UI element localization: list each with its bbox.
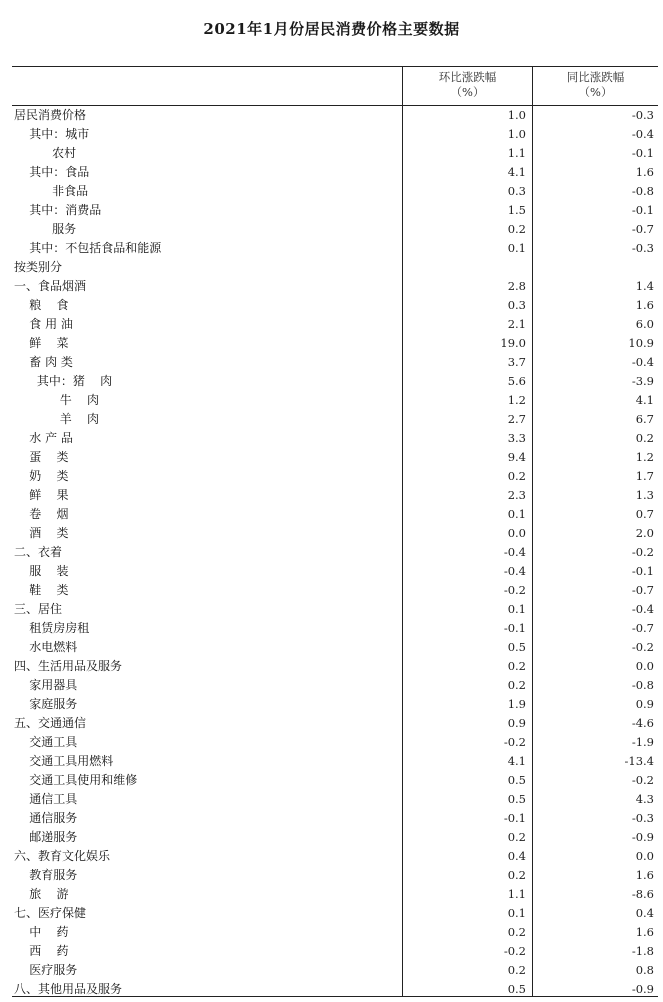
row-label: 食 用 油 xyxy=(14,317,73,331)
cpi-table xyxy=(12,66,658,997)
table-row xyxy=(12,163,658,182)
month-on-month-value: 1.0 xyxy=(507,127,526,141)
year-on-year-value: 0.9 xyxy=(635,697,654,711)
row-label: 八、其他用品及服务 xyxy=(14,982,123,996)
row-label: 中 药 xyxy=(14,925,69,939)
year-on-year-value: -0.7 xyxy=(631,583,654,597)
year-on-year-value: 0.2 xyxy=(635,431,654,445)
year-on-year-value: -0.1 xyxy=(631,203,654,217)
month-on-month-value: 0.2 xyxy=(507,659,526,673)
month-on-month-value: 0.3 xyxy=(507,184,526,198)
row-label: 卷 烟 xyxy=(14,507,69,521)
month-on-month-value: 2.7 xyxy=(507,412,526,426)
month-on-month-value: 9.4 xyxy=(507,450,526,464)
row-label: 鲜 果 xyxy=(14,488,69,502)
month-on-month-value: 0.5 xyxy=(507,792,526,806)
row-label: 鲜 菜 xyxy=(14,336,69,350)
year-on-year-value: 1.6 xyxy=(635,925,654,939)
header-unit: （%） xyxy=(450,85,485,99)
table-row xyxy=(12,562,658,581)
month-on-month-value: 1.9 xyxy=(507,697,526,711)
year-on-year-value: 10.9 xyxy=(628,336,654,350)
table-row xyxy=(12,296,658,315)
row-label: 三、居住 xyxy=(14,602,63,616)
month-on-month-value: 0.2 xyxy=(507,925,526,939)
year-on-year-value: 2.0 xyxy=(635,526,654,540)
row-label: 酒 类 xyxy=(14,526,69,540)
table-row xyxy=(12,923,658,942)
month-on-month-value: 0.2 xyxy=(507,868,526,882)
row-label: 蛋 类 xyxy=(14,450,69,464)
year-on-year-value: -0.8 xyxy=(631,678,654,692)
table-row xyxy=(12,543,658,562)
month-on-month-value: 0.0 xyxy=(507,526,526,540)
row-label: 租赁房房租 xyxy=(14,621,90,635)
year-on-year-value: 1.6 xyxy=(635,868,654,882)
table-row xyxy=(12,372,658,391)
month-on-month-value: 2.8 xyxy=(507,279,526,293)
year-on-year-value: -0.1 xyxy=(631,564,654,578)
row-label: 教育服务 xyxy=(14,868,78,882)
month-on-month-value: 19.0 xyxy=(500,336,526,350)
month-on-month-value: 0.1 xyxy=(507,241,526,255)
month-on-month-value: 0.2 xyxy=(507,469,526,483)
row-label: 通信工具 xyxy=(14,792,78,806)
month-on-month-value: 2.3 xyxy=(507,488,526,502)
year-on-year-value: 1.6 xyxy=(635,298,654,312)
row-label: 其中：消费品 xyxy=(14,203,102,217)
row-label: 通信服务 xyxy=(14,811,78,825)
year-on-year-value: -0.3 xyxy=(631,811,654,825)
row-label: 五、交通通信 xyxy=(14,716,87,730)
row-label: 其中：城市 xyxy=(14,127,90,141)
month-on-month-value: 0.2 xyxy=(507,222,526,236)
year-on-year-value: -0.8 xyxy=(631,184,654,198)
table-row xyxy=(12,125,658,144)
month-on-month-value: 0.2 xyxy=(507,963,526,977)
month-on-month-value: -0.2 xyxy=(503,944,526,958)
table-body xyxy=(12,106,658,997)
header-month-on-month xyxy=(403,70,532,100)
table-row xyxy=(12,828,658,847)
month-on-month-value: 0.1 xyxy=(507,906,526,920)
row-label: 四、生活用品及服务 xyxy=(14,659,123,673)
month-on-month-value: 0.1 xyxy=(507,507,526,521)
row-label: 牛 肉 xyxy=(14,393,100,407)
year-on-year-value: -0.2 xyxy=(631,640,654,654)
table-row xyxy=(12,144,658,163)
year-on-year-value: -0.4 xyxy=(631,355,654,369)
year-on-year-value: -0.9 xyxy=(631,982,654,996)
row-label: 交通工具用燃料 xyxy=(14,754,114,768)
table-row xyxy=(12,239,658,258)
month-on-month-value: 4.1 xyxy=(507,754,526,768)
month-on-month-value: -0.1 xyxy=(503,621,526,635)
row-label: 服 装 xyxy=(14,564,69,578)
header-year-on-year xyxy=(533,70,658,100)
table-row xyxy=(12,353,658,372)
month-on-month-value: 0.2 xyxy=(507,830,526,844)
table-row xyxy=(12,961,658,980)
year-on-year-value: 1.3 xyxy=(635,488,654,502)
year-on-year-value: -0.1 xyxy=(631,146,654,160)
year-on-year-value: 1.2 xyxy=(635,450,654,464)
month-on-month-value: 3.3 xyxy=(507,431,526,445)
month-on-month-value: 1.5 xyxy=(507,203,526,217)
table-row xyxy=(12,220,658,239)
month-on-month-value: 0.3 xyxy=(507,298,526,312)
row-label: 水 产 品 xyxy=(14,431,73,445)
row-label: 交通工具 xyxy=(14,735,78,749)
row-label: 二、衣着 xyxy=(14,545,63,559)
row-label: 西 药 xyxy=(14,944,69,958)
year-on-year-value: 0.0 xyxy=(635,849,654,863)
row-label: 奶 类 xyxy=(14,469,69,483)
table-row xyxy=(12,182,658,201)
month-on-month-value: 3.7 xyxy=(507,355,526,369)
table-row xyxy=(12,714,658,733)
year-on-year-value: -1.8 xyxy=(631,944,654,958)
month-on-month-value: -0.2 xyxy=(503,735,526,749)
table-row xyxy=(12,277,658,296)
year-on-year-value: 0.0 xyxy=(635,659,654,673)
month-on-month-value: 0.9 xyxy=(507,716,526,730)
row-label: 农村 xyxy=(14,146,77,160)
month-on-month-value: -0.1 xyxy=(503,811,526,825)
table-row xyxy=(12,334,658,353)
table-row xyxy=(12,106,658,125)
table-row xyxy=(12,752,658,771)
year-on-year-value: -1.9 xyxy=(631,735,654,749)
row-label: 旅 游 xyxy=(14,887,69,901)
page-title: 2021年1月份居民消费价格主要数据 xyxy=(203,20,460,38)
row-label: 六、教育文化娱乐 xyxy=(14,849,111,863)
year-on-year-value: 1.7 xyxy=(635,469,654,483)
year-on-year-value: 0.4 xyxy=(635,906,654,920)
year-on-year-value: -0.2 xyxy=(631,545,654,559)
table-row xyxy=(12,600,658,619)
row-label: 邮递服务 xyxy=(14,830,78,844)
table-row xyxy=(12,847,658,866)
row-label: 其中：食品 xyxy=(14,165,90,179)
month-on-month-value: 2.1 xyxy=(507,317,526,331)
year-on-year-value: -4.6 xyxy=(631,716,654,730)
table-row xyxy=(12,524,658,543)
year-on-year-value: 0.8 xyxy=(635,963,654,977)
year-on-year-value xyxy=(533,258,654,277)
table-header xyxy=(12,66,658,106)
row-label: 羊 肉 xyxy=(14,412,100,426)
month-on-month-value: 0.5 xyxy=(507,773,526,787)
row-label: 按类别分 xyxy=(14,260,63,274)
table-row xyxy=(12,980,658,999)
row-label: 一、食品烟酒 xyxy=(14,279,87,293)
year-on-year-value: 1.4 xyxy=(635,279,654,293)
month-on-month-value: -0.4 xyxy=(503,564,526,578)
row-label: 其中：猪 肉 xyxy=(14,374,113,388)
year-on-year-value: -0.4 xyxy=(631,602,654,616)
row-label: 鞋 类 xyxy=(14,583,69,597)
table-row xyxy=(12,695,658,714)
table-row xyxy=(12,657,658,676)
year-on-year-value: -0.3 xyxy=(631,108,654,122)
year-on-year-value: -0.7 xyxy=(631,222,654,236)
row-label: 家庭服务 xyxy=(14,697,78,711)
table-row xyxy=(12,885,658,904)
table-row xyxy=(12,733,658,752)
header-unit: （%） xyxy=(578,85,613,99)
table-row xyxy=(12,581,658,600)
year-on-year-value: -0.9 xyxy=(631,830,654,844)
header-label: 同比涨跌幅 xyxy=(566,70,625,84)
table-row xyxy=(12,904,658,923)
table-row xyxy=(12,676,658,695)
month-on-month-value: 4.1 xyxy=(507,165,526,179)
table-row xyxy=(12,429,658,448)
table-row xyxy=(12,619,658,638)
table-row xyxy=(12,866,658,885)
month-on-month-value: 0.4 xyxy=(507,849,526,863)
year-on-year-value: -8.6 xyxy=(631,887,654,901)
year-on-year-value: 6.7 xyxy=(635,412,654,426)
year-on-year-value: -0.2 xyxy=(631,773,654,787)
year-on-year-value: -3.9 xyxy=(631,374,654,388)
month-on-month-value: 0.5 xyxy=(507,982,526,996)
table-row xyxy=(12,790,658,809)
month-on-month-value: 1.0 xyxy=(507,108,526,122)
month-on-month-value: -0.4 xyxy=(503,545,526,559)
year-on-year-value: 6.0 xyxy=(635,317,654,331)
row-label: 非食品 xyxy=(14,184,89,198)
table-row xyxy=(12,638,658,657)
month-on-month-value: 0.5 xyxy=(507,640,526,654)
header-label: 环比涨跌幅 xyxy=(438,70,497,84)
table-row xyxy=(12,771,658,790)
row-label: 家用器具 xyxy=(14,678,78,692)
month-on-month-value: 1.1 xyxy=(507,146,526,160)
row-label: 服务 xyxy=(14,222,77,236)
table-row xyxy=(12,486,658,505)
year-on-year-value: -0.4 xyxy=(631,127,654,141)
table-row xyxy=(12,258,658,277)
table-row xyxy=(12,410,658,429)
year-on-year-value: 4.1 xyxy=(635,393,654,407)
table-row xyxy=(12,505,658,524)
row-label: 畜 肉 类 xyxy=(14,355,73,369)
row-label: 居民消费价格 xyxy=(14,108,87,122)
table-row xyxy=(12,448,658,467)
row-label: 粮 食 xyxy=(14,298,69,312)
month-on-month-value: 5.6 xyxy=(507,374,526,388)
table-row xyxy=(12,942,658,961)
month-on-month-value: 0.1 xyxy=(507,602,526,616)
row-label: 医疗服务 xyxy=(14,963,78,977)
table-row xyxy=(12,391,658,410)
month-on-month-value: -0.2 xyxy=(503,583,526,597)
month-on-month-value: 1.1 xyxy=(507,887,526,901)
month-on-month-value: 0.2 xyxy=(507,678,526,692)
year-on-year-value: -0.3 xyxy=(631,241,654,255)
row-label: 水电燃料 xyxy=(14,640,78,654)
table-row xyxy=(12,315,658,334)
table-row xyxy=(12,467,658,486)
table-row xyxy=(12,201,658,220)
row-label: 交通工具使用和维修 xyxy=(14,773,138,787)
month-on-month-value: 1.2 xyxy=(507,393,526,407)
year-on-year-value: -13.4 xyxy=(624,754,654,768)
year-on-year-value: 0.7 xyxy=(635,507,654,521)
month-on-month-value xyxy=(403,258,526,277)
year-on-year-value: 1.6 xyxy=(635,165,654,179)
year-on-year-value: 4.3 xyxy=(635,792,654,806)
table-row xyxy=(12,809,658,828)
year-on-year-value: -0.7 xyxy=(631,621,654,635)
row-label: 其中：不包括食品和能源 xyxy=(14,241,162,255)
row-label: 七、医疗保健 xyxy=(14,906,87,920)
